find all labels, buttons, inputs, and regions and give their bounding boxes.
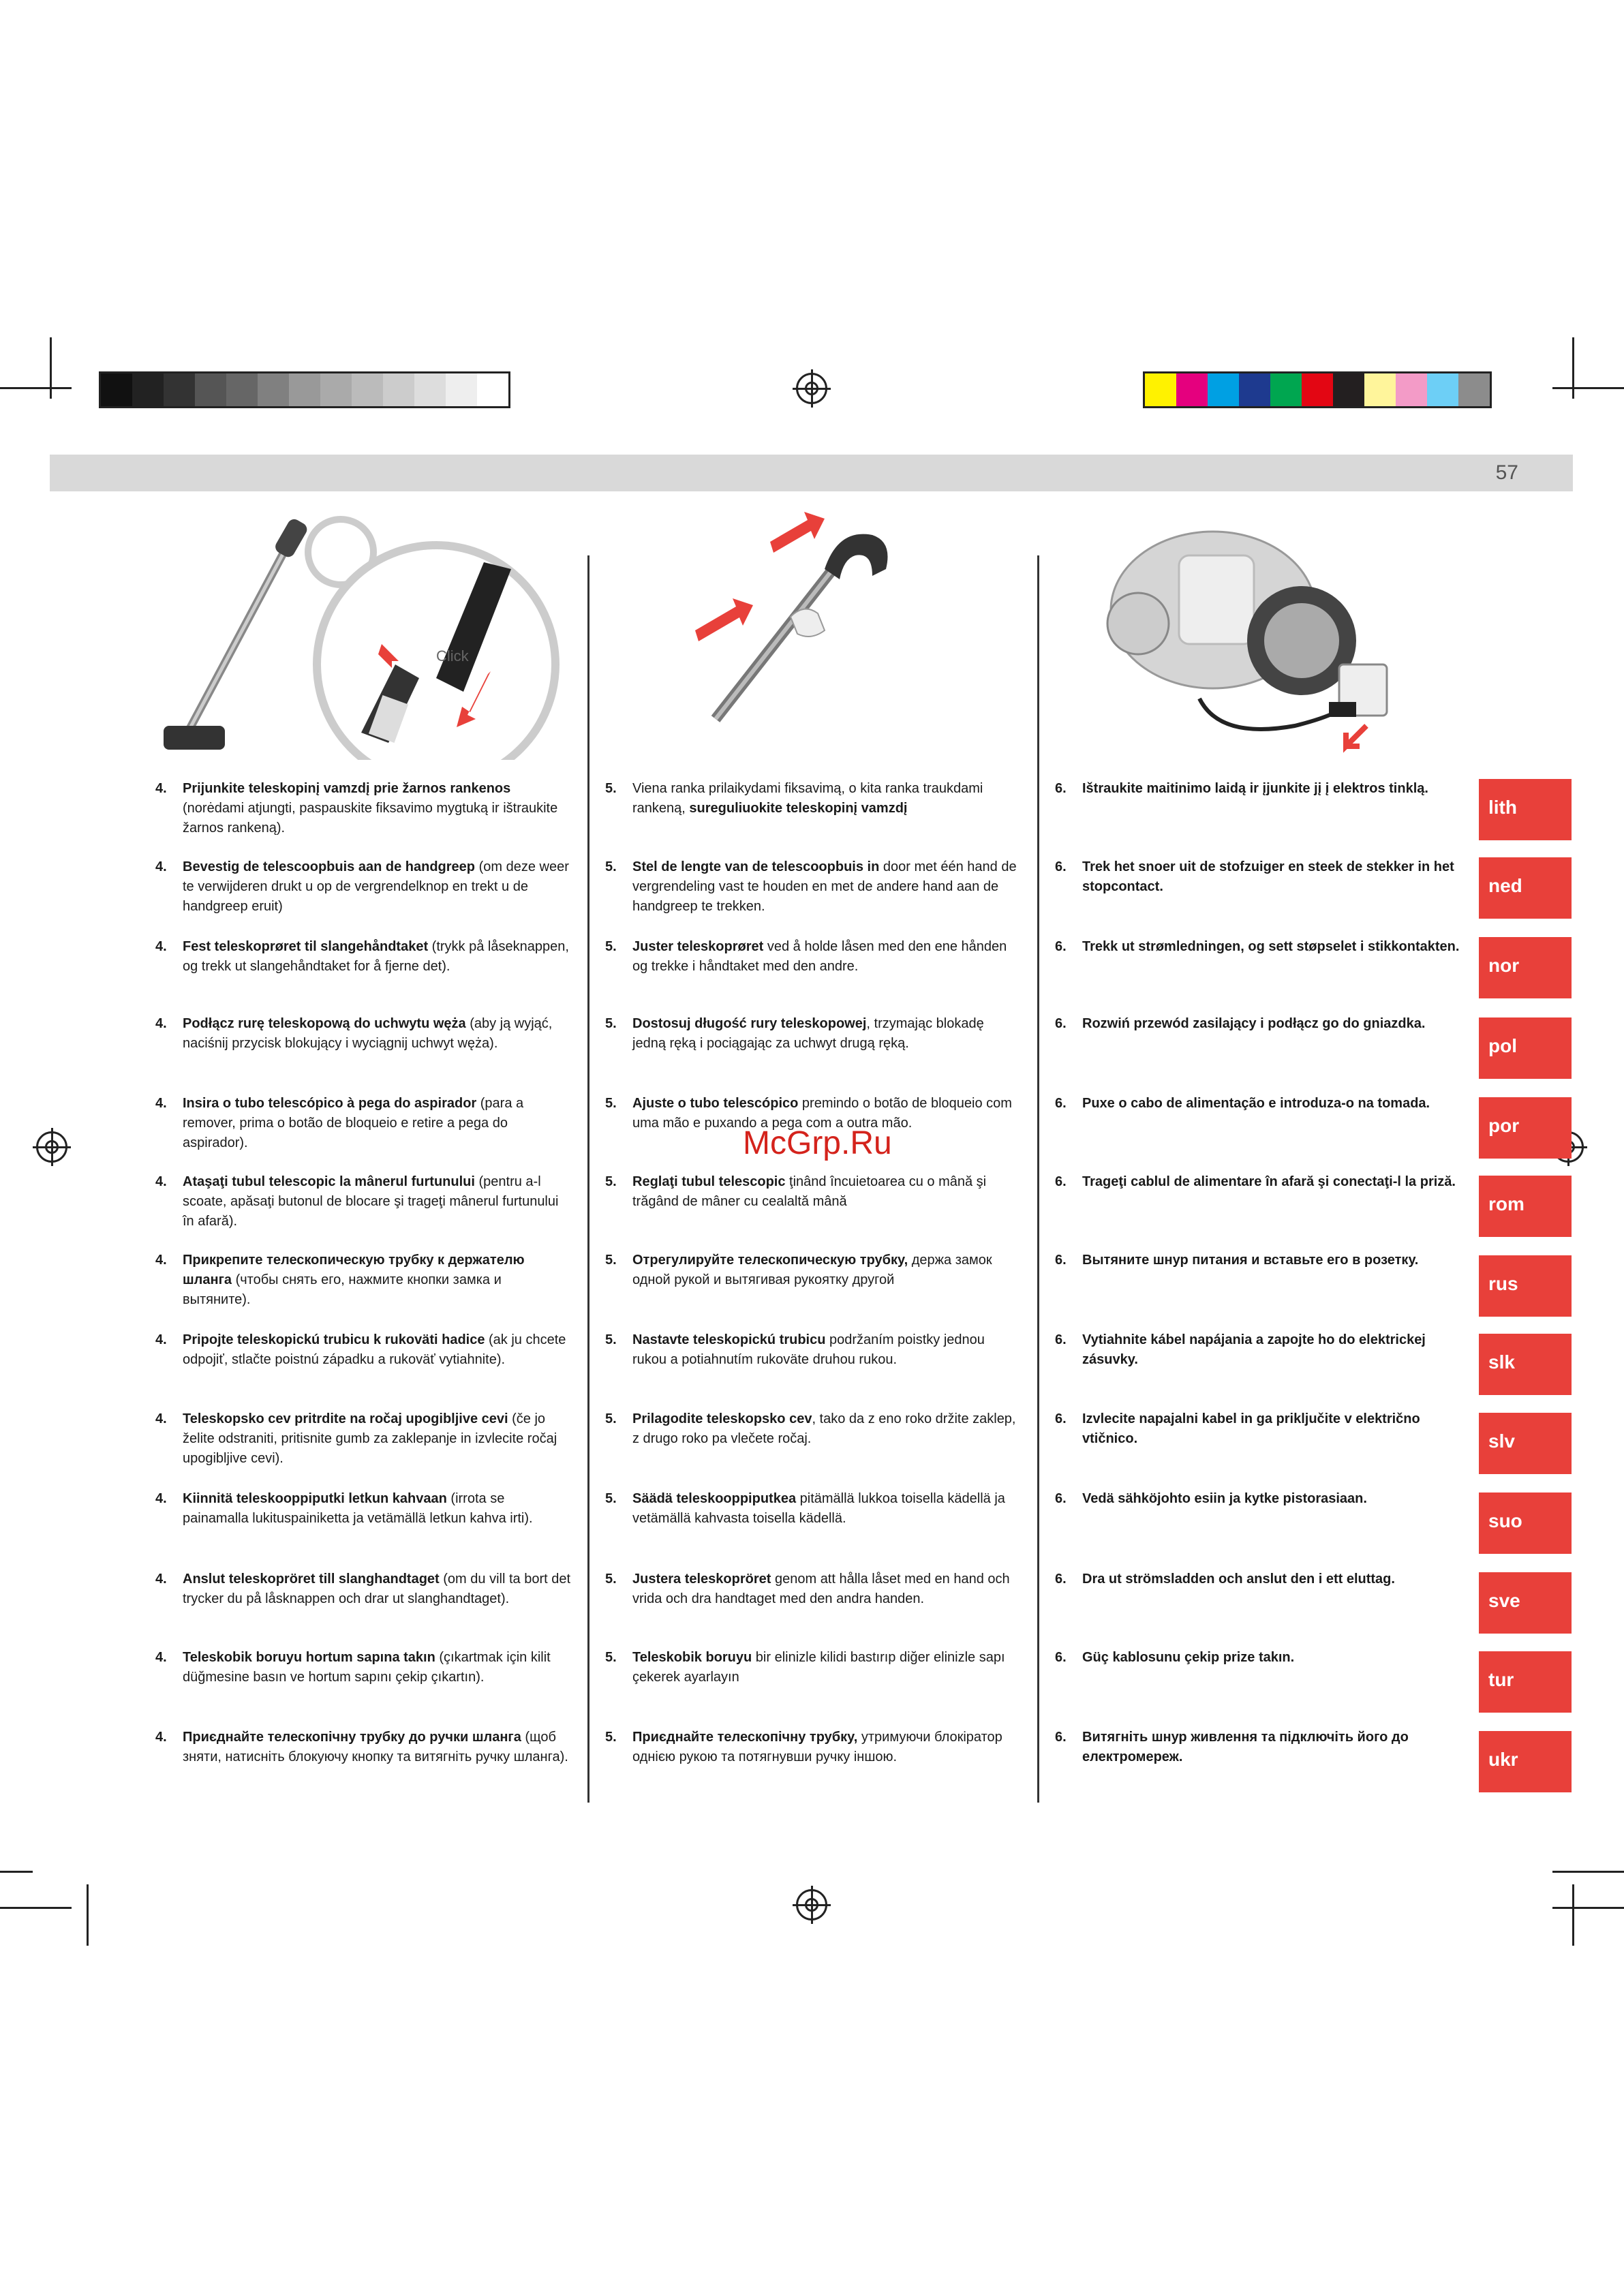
step-number: 5. xyxy=(605,1572,617,1587)
page-number: 57 xyxy=(1495,461,1518,484)
column-separator xyxy=(587,555,589,1803)
step-number: 6. xyxy=(1055,1572,1067,1587)
column-separator xyxy=(1037,555,1039,1803)
step-text-plain: (trykk på låseknappen, og trekk ut slangehåndtaket for å fjerne det). xyxy=(183,939,569,974)
step-number: 5. xyxy=(605,1174,617,1189)
step-number: 4. xyxy=(155,1096,167,1111)
step-number: 5. xyxy=(605,1491,617,1506)
step-text xyxy=(183,937,571,977)
language-tab-lith: lith xyxy=(1479,779,1572,840)
step-number: 4. xyxy=(155,781,167,796)
step-number: 4. xyxy=(155,859,167,874)
step-text-plain: (para a remover, prima o botão de bloqueio e retire a pega do aspirador). xyxy=(183,1096,524,1150)
step-text-bold: Trek het snoer uit de stofzuiger en steek de stekker in het stopcontact. xyxy=(1082,859,1454,894)
grayscale-bar xyxy=(99,371,510,408)
step-number: 6. xyxy=(1055,1174,1067,1189)
language-tab-slv: slv xyxy=(1479,1413,1572,1474)
language-tab-ukr: ukr xyxy=(1479,1731,1572,1792)
step-text-plain: bir elinizle kilidi bastırıp diğer elinizle sapı çekerek ayarlayın xyxy=(632,1650,1005,1685)
step-text-plain: , trzymając blokadę jedną ręką i pociągając za uchwyt drugą ręką. xyxy=(632,1016,984,1051)
step-number: 5. xyxy=(605,1730,617,1745)
step-text xyxy=(632,1728,1021,1767)
step-text-plain: ţinând încuietoarea cu o mână şi trăgând de mâner cu cealaltă mână xyxy=(632,1174,987,1209)
telescopic-tube-attach-illustration xyxy=(157,487,566,760)
step-text-bold: Отрегулируйте телескопическую трубку, xyxy=(632,1253,908,1268)
step-text-bold: Vytiahnite kábel napájania a zapojte ho do elektrickej zásuvky. xyxy=(1082,1332,1426,1367)
step-text-bold: Rozwiń przewód zasilający i podłącz go do gniazdka. xyxy=(1082,1016,1426,1031)
step-text-plain: (če jo želite odstraniti, pritisnite gumb za zaklepanje in izvlecite ročaj upogibljive cevi). xyxy=(183,1411,557,1466)
crop-mark xyxy=(50,337,52,399)
step-text-plain: (чтобы снять его, нажмите кнопки замка и вытяните). xyxy=(183,1272,502,1307)
step-text xyxy=(632,1330,1021,1370)
step-text-bold: Nastavte teleskopickú trubicu xyxy=(632,1332,826,1347)
step-text xyxy=(183,1251,571,1310)
step-text xyxy=(183,1409,571,1469)
step-text-plain: (om deze weer te verwijderen drukt u op de vergrendelknop en trekt u de handgreep eruit) xyxy=(183,859,569,914)
step-text-bold: Bevestig de telescoopbuis aan de handgreep xyxy=(183,859,476,874)
step-text-bold: sureguliuokite teleskopinį vamzdį xyxy=(689,801,908,816)
step-number: 4. xyxy=(155,1332,167,1347)
step-number: 4. xyxy=(155,1572,167,1587)
registration-mark xyxy=(796,373,827,404)
step-number: 4. xyxy=(155,1650,167,1665)
plug-in-illustration xyxy=(1097,508,1404,753)
step-text xyxy=(1082,1172,1471,1192)
step-text-bold: Trekk ut strømledningen, og sett støpselet i stikkontakten. xyxy=(1082,939,1460,954)
step-text-bold: Trageţi cablul de alimentare în afară şi conectaţi-l la priză. xyxy=(1082,1174,1456,1189)
step-text xyxy=(183,1728,571,1767)
step-text-bold: Teleskobik boruyu xyxy=(632,1650,752,1665)
step-text-plain: , tako da z eno roko držite zaklep, z drugo roko pa vlečete ročaj. xyxy=(632,1411,1016,1446)
color-bar xyxy=(1143,371,1492,408)
step-text xyxy=(1082,1251,1471,1270)
step-text xyxy=(1082,1728,1471,1767)
step-text-bold: Teleskopsko cev pritrdite na ročaj upogibljive cevi xyxy=(183,1411,508,1426)
step-text xyxy=(632,1409,1021,1449)
step-text xyxy=(1082,779,1471,799)
step-number: 4. xyxy=(155,1491,167,1506)
step-text xyxy=(183,857,571,917)
step-number: 6. xyxy=(1055,1491,1067,1506)
header-band xyxy=(50,455,1573,491)
step-text xyxy=(1082,1014,1471,1034)
step-text-bold: Dra ut strömsladden och anslut den i ett eluttag. xyxy=(1082,1572,1395,1587)
step-text xyxy=(1082,1648,1471,1668)
step-number: 4. xyxy=(155,1174,167,1189)
language-tab-nor: nor xyxy=(1479,937,1572,998)
language-tab-rus: rus xyxy=(1479,1255,1572,1317)
telescopic-tube-adjust-illustration xyxy=(688,501,913,733)
step-text xyxy=(183,1014,571,1054)
step-text-bold: Prilagodite teleskopsko cev xyxy=(632,1411,812,1426)
step-number: 6. xyxy=(1055,1016,1067,1031)
step-text xyxy=(632,1172,1021,1212)
step-text xyxy=(183,1330,571,1370)
step-text-bold: Anslut teleskopröret till slanghandtaget xyxy=(183,1572,440,1587)
step-number: 4. xyxy=(155,1730,167,1745)
crop-mark xyxy=(0,387,72,389)
step-number: 5. xyxy=(605,781,617,796)
step-text-plain: door met één hand de vergrendeling vast te houden en met de andere hand aan de handgreep te trekken. xyxy=(632,859,1017,914)
crop-mark xyxy=(87,1884,89,1946)
crop-mark xyxy=(0,1907,72,1909)
step-number: 5. xyxy=(605,939,617,954)
step-number: 6. xyxy=(1055,939,1067,954)
step-text-plain: (щоб зняти, натисніть блокуючу кнопку та витягніть ручку шланга). xyxy=(183,1730,568,1764)
step-number: 4. xyxy=(155,1411,167,1426)
step-text-bold: Ataşaţi tubul telescopic la mânerul furtunului xyxy=(183,1174,475,1189)
step-text-bold: Güç kablosunu çekip prize takın. xyxy=(1082,1650,1295,1665)
step-text-bold: Kiinnitä teleskooppiputki letkun kahvaan xyxy=(183,1491,447,1506)
language-tab-pol: pol xyxy=(1479,1017,1572,1079)
step-text-bold: Pripojte teleskopickú trubicu k rukoväti hadice xyxy=(183,1332,485,1347)
language-tab-rom: rom xyxy=(1479,1176,1572,1237)
step-text-bold: Приєднайте телескопічну трубку до ручки шланга xyxy=(183,1730,521,1745)
crop-mark xyxy=(1552,1871,1624,1873)
language-tab-tur: tur xyxy=(1479,1651,1572,1713)
step-text-plain: ved å holde låsen med den ene hånden og trekke i håndtaket med den andre. xyxy=(632,939,1007,974)
step-text-plain: (irrota se painamalla lukituspainiketta ja vetämällä letkun kahva irti). xyxy=(183,1491,533,1526)
step-text-bold: Izvlecite napajalni kabel in ga priključite v električno vtičnico. xyxy=(1082,1411,1420,1446)
step-number: 6. xyxy=(1055,1650,1067,1665)
step-text-plain: (ak ju chcete odpojiť, stlačte poistnú západku a rukoväť vytiahnite). xyxy=(183,1332,566,1367)
step-text-plain: (çıkartmak için kilit düğmesine basın ve hortum sapını çekip çıkartın). xyxy=(183,1650,551,1685)
step-number: 6. xyxy=(1055,1253,1067,1268)
step-number: 6. xyxy=(1055,1096,1067,1111)
step-text-bold: Ištraukite maitinimo laidą ir įjunkite jį į elektros tinklą. xyxy=(1082,781,1428,796)
language-tab-suo: suo xyxy=(1479,1493,1572,1554)
step-number: 4. xyxy=(155,1016,167,1031)
step-text xyxy=(632,1251,1021,1290)
step-text-bold: Vedä sähköjohto esiin ja kytke pistorasiaan. xyxy=(1082,1491,1367,1506)
language-tab-sve: sve xyxy=(1479,1572,1572,1634)
language-tab-slk: slk xyxy=(1479,1334,1572,1395)
step-text xyxy=(632,1648,1021,1687)
step-text xyxy=(183,1172,571,1231)
step-text-plain: (om du vill ta bort det trycker du på låsknappen och drar ut slanghandtaget). xyxy=(183,1572,571,1606)
step-number: 6. xyxy=(1055,1730,1067,1745)
step-text xyxy=(1082,937,1471,957)
crop-mark xyxy=(1552,387,1624,389)
step-text xyxy=(1082,1489,1471,1509)
step-number: 4. xyxy=(155,939,167,954)
step-text-bold: Säädä teleskooppiputkea xyxy=(632,1491,797,1506)
watermark: McGrp.Ru xyxy=(743,1125,892,1161)
step-text xyxy=(632,857,1021,917)
step-text-bold: Juster teleskoprøret xyxy=(632,939,764,954)
step-text-bold: Приєднайте телескопічну трубку, xyxy=(632,1730,858,1745)
step-number: 6. xyxy=(1055,859,1067,874)
step-text-plain: Viena ranka prilaikydami fiksavimą, o kita ranka traukdami rankeną, xyxy=(632,781,983,816)
step-text xyxy=(183,1570,571,1609)
step-text xyxy=(1082,857,1471,897)
step-text xyxy=(1082,1094,1471,1114)
step-number: 5. xyxy=(605,1650,617,1665)
step-text xyxy=(632,937,1021,977)
step-text-bold: Reglaţi tubul telescopic xyxy=(632,1174,786,1189)
step-text-bold: Podłącz rurę teleskopową do uchwytu węża xyxy=(183,1016,466,1031)
step-text xyxy=(1082,1409,1471,1449)
step-text-bold: Justera teleskopröret xyxy=(632,1572,771,1587)
step-text-plain: genom att hålla låset med en hand och vrida och dra handtaget med den andra handen. xyxy=(632,1572,1010,1606)
step-number: 5. xyxy=(605,1016,617,1031)
registration-mark xyxy=(36,1131,67,1163)
step-text-plain: (pentru a-l scoate, apăsaţi butonul de blocare şi trageţi mânerul furtunului în afară). xyxy=(183,1174,559,1229)
language-tab-por: por xyxy=(1479,1097,1572,1159)
step-text xyxy=(183,779,571,838)
step-text-bold: Dostosuj długość rury teleskopowej xyxy=(632,1016,867,1031)
step-number: 5. xyxy=(605,1411,617,1426)
step-text-bold: Stel de lengte van de telescoopbuis in xyxy=(632,859,880,874)
step-number: 5. xyxy=(605,1096,617,1111)
step-text-plain: держа замок одной рукой и вытягивая рукоятку другой xyxy=(632,1253,992,1287)
step-text xyxy=(632,779,1021,818)
step-number: 6. xyxy=(1055,1411,1067,1426)
step-text xyxy=(183,1648,571,1687)
step-text-bold: Prijunkite teleskopinį vamzdį prie žarnos rankenos xyxy=(183,781,511,796)
step-text-bold: Insira o tubo telescópico à pega do aspirador xyxy=(183,1096,477,1111)
step-text-plain: pitämällä lukkoa toisella kädellä ja vetämällä kahvasta toisella kädellä. xyxy=(632,1491,1005,1526)
crop-mark xyxy=(1572,337,1574,399)
step-text-plain: (aby ją wyjąć, naciśnij przycisk blokujący i wyciągnij uchwyt węża). xyxy=(183,1016,553,1051)
step-text-bold: Teleskobik boruyu hortum sapına takın xyxy=(183,1650,435,1665)
step-text-bold: Puxe o cabo de alimentação e introduza-o na tomada. xyxy=(1082,1096,1430,1111)
step-number: 6. xyxy=(1055,1332,1067,1347)
step-text-bold: Витягніть шнур живлення та підключіть його до електромереж. xyxy=(1082,1730,1409,1764)
step-number: 5. xyxy=(605,1332,617,1347)
step-text-plain: podržaním poistky jednou rukou a potiahnutím rukoväte druhou rukou. xyxy=(632,1332,985,1367)
step-number: 6. xyxy=(1055,781,1067,796)
step-text xyxy=(632,1570,1021,1609)
step-number: 4. xyxy=(155,1253,167,1268)
step-text xyxy=(1082,1330,1471,1370)
step-text xyxy=(1082,1570,1471,1589)
crop-mark xyxy=(1572,1884,1574,1946)
crop-mark xyxy=(1552,1907,1624,1909)
step-number: 5. xyxy=(605,1253,617,1268)
step-text-plain: premindo o botão de bloqueio com uma mão e puxando a pega com a outra mão. xyxy=(632,1096,1012,1131)
step-text-bold: Fest teleskoprøret til slangehåndtaket xyxy=(183,939,429,954)
step-text xyxy=(632,1094,1021,1133)
step-text-plain: (norėdami atjungti, paspauskite fiksavimo mygtuką ir ištraukite žarnos rankeną). xyxy=(183,801,558,836)
step-text-plain: утримуючи блокіратор однією рукою та потягнувши ручку іншою. xyxy=(632,1730,1002,1764)
step-text xyxy=(183,1094,571,1153)
step-text xyxy=(183,1489,571,1529)
step-text-bold: Прикрепите телескопическую трубку к держателю шланга xyxy=(183,1253,525,1287)
registration-mark xyxy=(796,1889,827,1920)
step-text-bold: Вытяните шнур питания и вставьте его в розетку. xyxy=(1082,1253,1419,1268)
crop-mark xyxy=(0,1871,33,1873)
language-tab-ned: ned xyxy=(1479,857,1572,919)
step-text xyxy=(632,1489,1021,1529)
step-text xyxy=(632,1014,1021,1054)
step-text-bold: Ajuste o tubo telescópico xyxy=(632,1096,799,1111)
click-label: Click xyxy=(436,647,469,664)
step-number: 5. xyxy=(605,859,617,874)
